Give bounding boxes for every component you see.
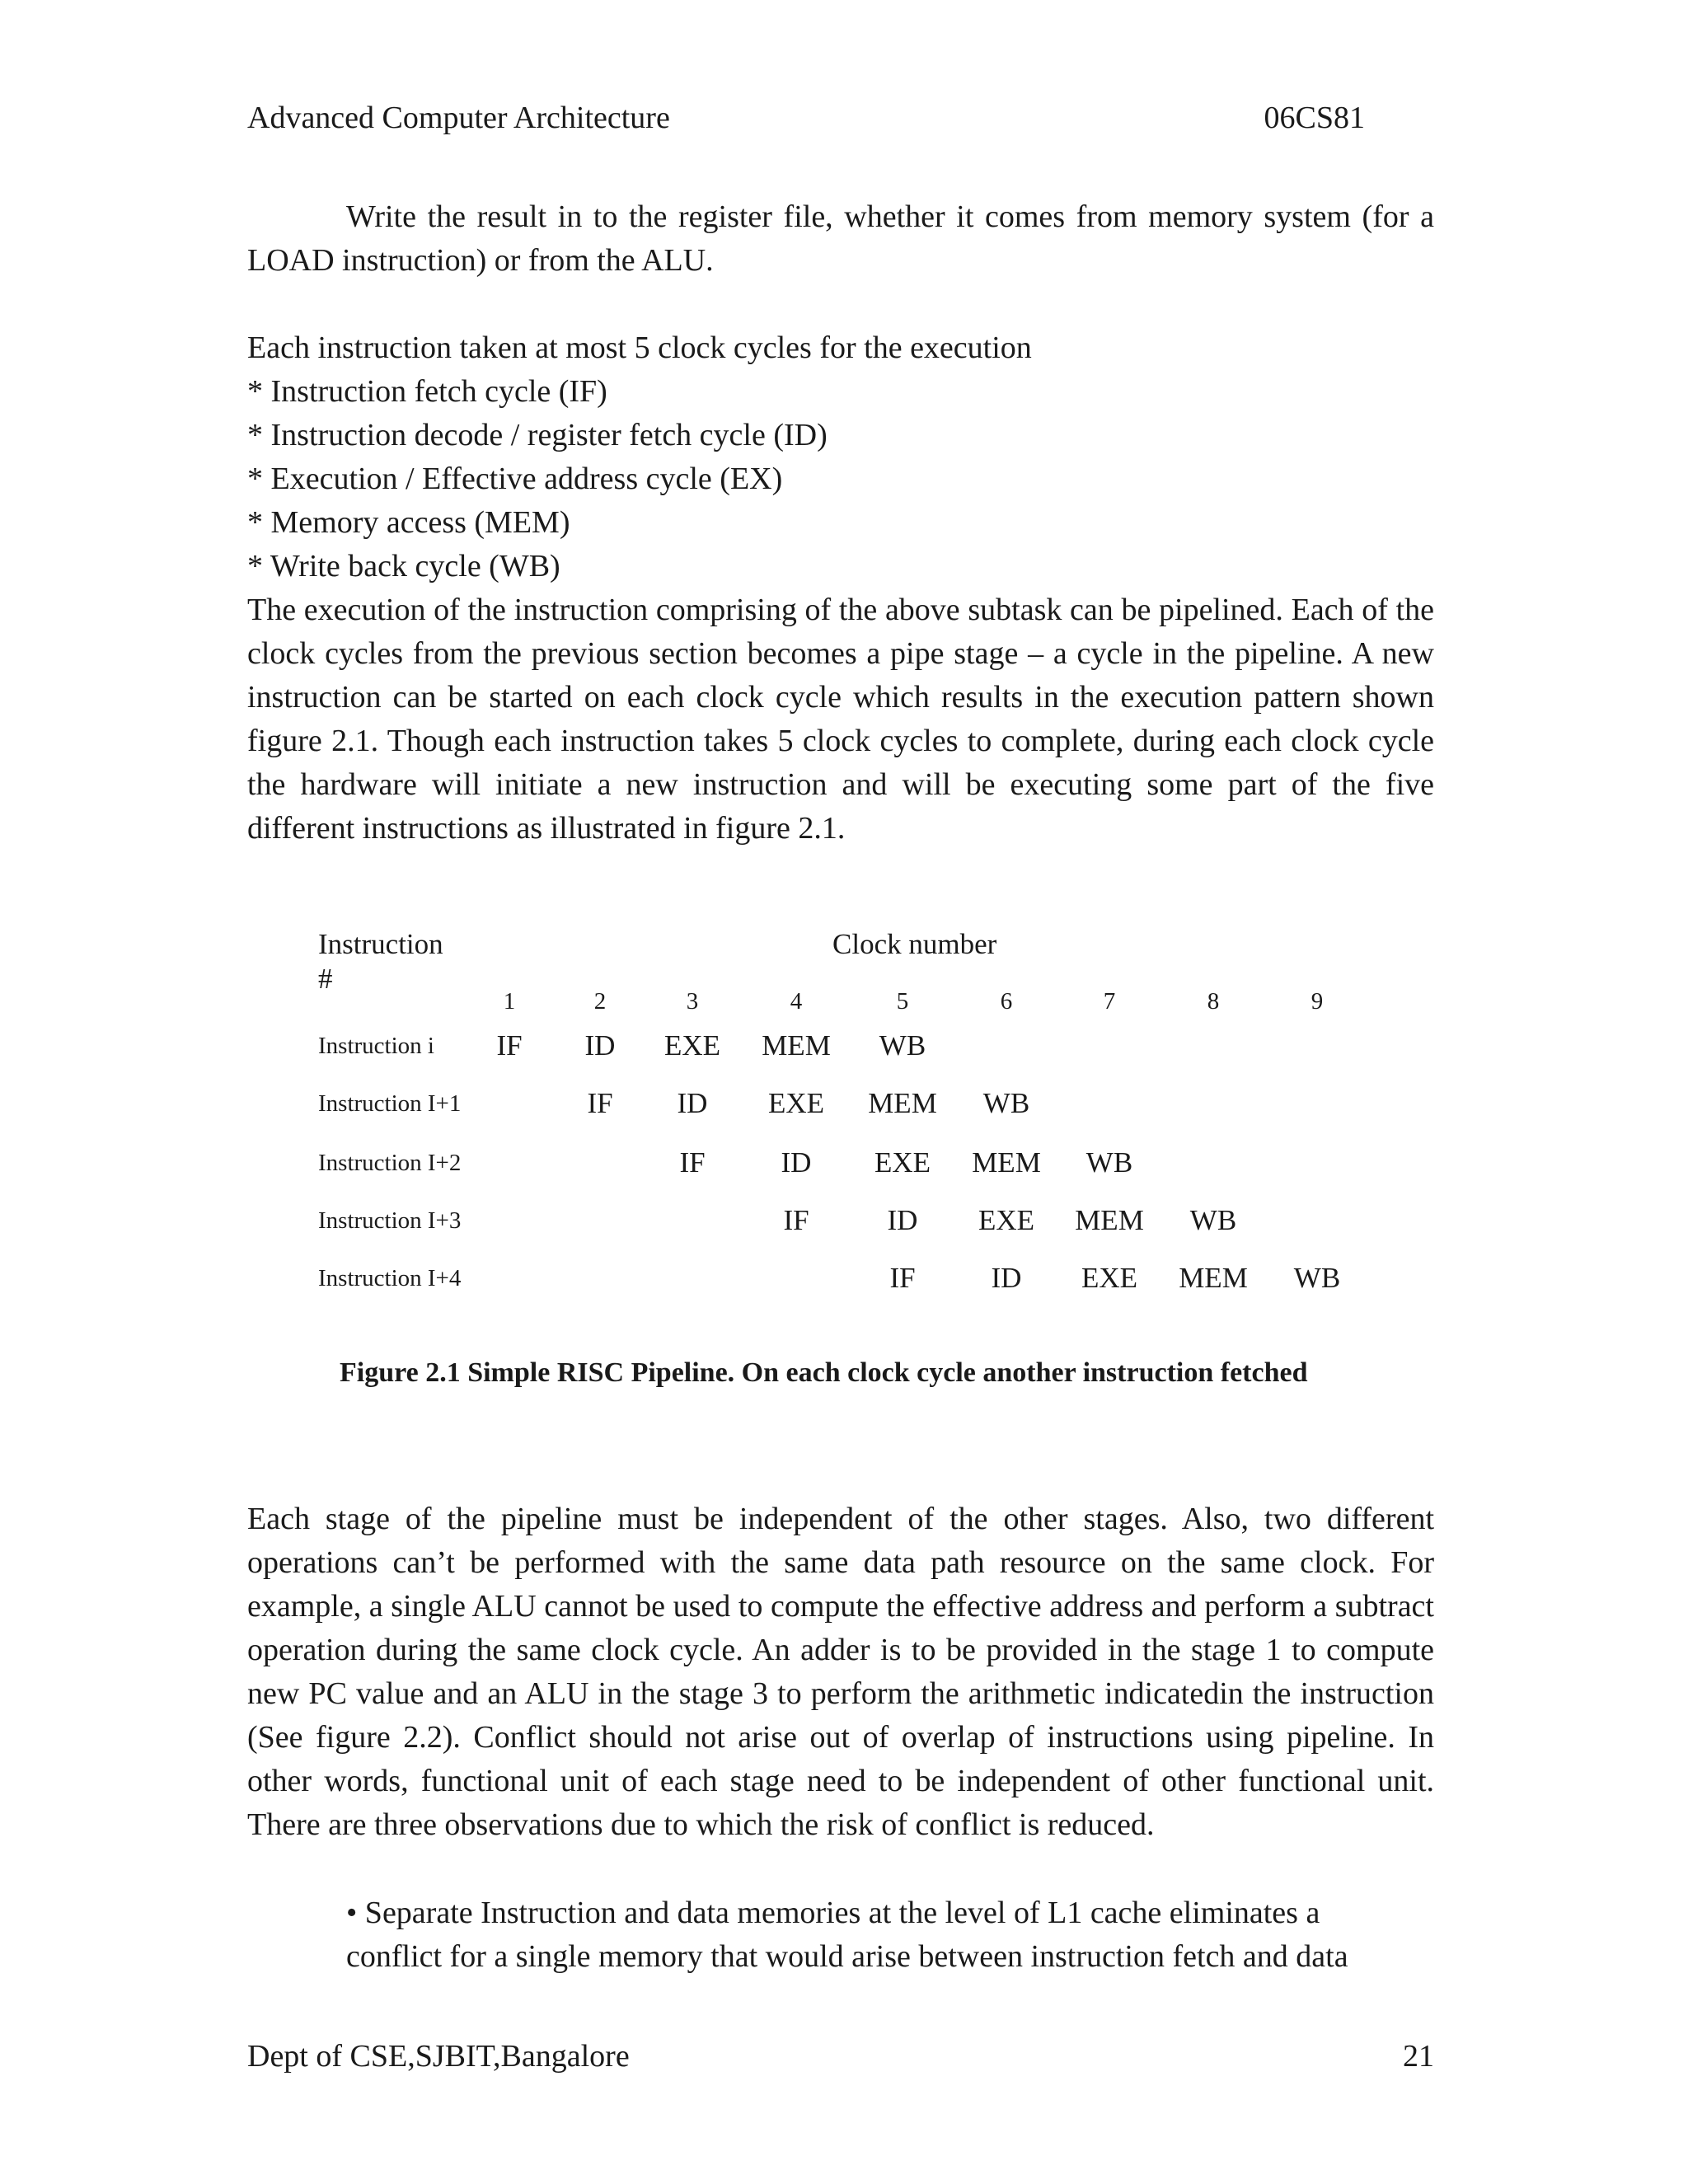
clock-number: 8 <box>1207 988 1220 1015</box>
paragraph-1: Write the result in to the register file, whether it comes from memory system (for a LOAD instruction) or from the ALU. <box>247 199 1434 278</box>
stage-cell: EXE <box>663 1029 721 1062</box>
stage-cell: MEM <box>868 1087 937 1119</box>
pipeline-figure <box>312 927 1383 1422</box>
stage-cell: ID <box>887 1204 918 1236</box>
stage-cell: MEM <box>1075 1204 1144 1236</box>
stage-cell: WB <box>982 1087 1030 1119</box>
instruction-header-line2: # <box>318 963 333 995</box>
clock-number: 1 <box>503 988 516 1015</box>
bullet-separate-memories: • Separate Instruction and data memories at the level of L1 cache eliminates a conflict for a single memory that would arise between instruction fetch and data <box>346 1896 1348 1974</box>
row-label: Instruction I+4 <box>318 1265 462 1291</box>
page-footer <box>247 2036 1434 2077</box>
stage-cell: WB <box>1085 1146 1133 1179</box>
paragraph-4: Each stage of the pipeline must be independent of the other stages. Also, two different operations can’t be performed with the same data path resource on the same clock. For example, a single ALU cannot be used to compute the effective address and perform a subtract operation during the same clock cycle. An adder is to be provided in the stage 1 to compute new PC value and an ALU in the stage 3 to perform the arithmetic indicatedin the instruction (See figure 2.2). Conflict should not arise out of overlap of instructions using pipeline. In other words, functional unit of each stage need to be independent of other functional unit. There are three observations due to which the risk of conflict is reduced. <box>247 1502 1434 1842</box>
list-item: * Instruction decode / register fetch cycle (ID) <box>247 418 828 452</box>
paragraph-independence <box>247 1497 1434 1847</box>
cycles-lead: Each instruction taken at most 5 clock cycles for the execution <box>247 330 1032 365</box>
clock-number: 7 <box>1103 988 1116 1015</box>
stage-cell: WB <box>1189 1204 1237 1236</box>
stage-cell: EXE <box>978 1204 1035 1236</box>
paragraph-writeback <box>247 195 1434 283</box>
row-label: Instruction I+2 <box>318 1150 462 1176</box>
header-title: Advanced Computer Architecture <box>247 101 670 135</box>
list-item: * Write back cycle (WB) <box>247 549 560 583</box>
list-item: * Instruction fetch cycle (IF) <box>247 374 607 409</box>
stage-cell: MEM <box>972 1146 1041 1179</box>
figure-clock-header: Clock number <box>832 928 997 960</box>
stage-cell: MEM <box>1179 1262 1248 1294</box>
clock-number: 3 <box>686 988 699 1015</box>
stage-cell: ID <box>991 1262 1022 1294</box>
stage-cell: MEM <box>762 1029 831 1062</box>
list-item: * Memory access (MEM) <box>247 505 570 540</box>
clock-number: 9 <box>1311 988 1324 1015</box>
clock-number: 2 <box>593 988 607 1015</box>
stage-cell: EXE <box>767 1087 825 1119</box>
stage-cell: EXE <box>874 1146 931 1179</box>
stage-cell: WB <box>879 1029 926 1062</box>
stage-cell: ID <box>781 1146 812 1179</box>
stage-cell: IF <box>679 1146 706 1179</box>
stage-cell: ID <box>677 1087 708 1119</box>
page-number: 21 <box>1403 2039 1434 2074</box>
figure-caption: Figure 2.1 Simple RISC Pipeline. On each clock cycle another instruction fetched <box>340 1357 1308 1388</box>
stage-cell: IF <box>496 1029 523 1062</box>
instruction-header-line1: Instruction <box>318 928 443 960</box>
list-item: * Execution / Effective address cycle (EX) <box>247 462 783 496</box>
stage-cell: IF <box>783 1204 809 1236</box>
clock-number: 6 <box>1000 988 1013 1015</box>
row-label: Instruction I+1 <box>318 1090 462 1117</box>
figure-instruction-header <box>318 927 443 996</box>
clock-number: 4 <box>790 988 803 1015</box>
row-label: Instruction i <box>318 1033 434 1059</box>
row-label: Instruction I+3 <box>318 1207 462 1234</box>
paragraph-pipelining: The execution of the instruction comprising of the above subtask can be pipelined. Each of the clock cycles from the previous section becomes a pipe stage – a cycle in the pipeline. A new instruction can be started on each clock cycle which results in the execution pattern shown figure 2.1. Though each instruction takes 5 clock cycles to complete, during each clock cycle the hardware will initiate a new instruction and will be executing some part of the five different instructions as illustrated in figure 2.1. <box>247 593 1434 846</box>
paragraph-cycles <box>247 326 1434 851</box>
stage-cell: ID <box>584 1029 616 1062</box>
page-header <box>247 97 1365 138</box>
header-course-code: 06CS81 <box>1264 101 1365 135</box>
stage-cell: WB <box>1293 1262 1341 1294</box>
stage-cell: IF <box>587 1087 613 1119</box>
clock-number: 5 <box>896 988 909 1015</box>
stage-cell: EXE <box>1081 1262 1138 1294</box>
stage-cell: IF <box>889 1262 916 1294</box>
footer-dept: Dept of CSE,SJBIT,Bangalore <box>247 2039 630 2074</box>
